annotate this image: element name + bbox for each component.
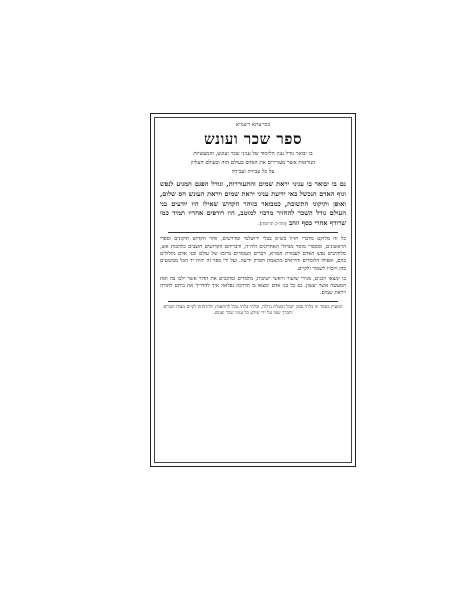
bold-paragraph-reference: (זוה״ק תרומה).: [258, 221, 287, 227]
paragraph-audience: בו ימצאו רבנים, מגידי שיעור וראשי ישיבות, מלמדים ומחנכים את הדור אשר ילכו בה ואת המעשה אשר יעשון. גם כל בני אדם ימצאו בו הדרכה נפלאה איך להדריך את ביתם לתורה ויראת שמים.: [160, 275, 346, 297]
bold-paragraph-text: גם בו יבואר בו עניני יראת שמים והתעוררות, וגודל הפגם המגיע לנפש וגוף האדם הנכשל באי ידיעת עניני יראת שמים ויראת העונש חס שלום, ואופן ותיקוני התשובה, כמבואר בזוהר הקדוש שאילו היו יודעים בני העולם גודל השכר להחזיר מרבוי למוטב, היו רודפים אחריו תמיד כמו שרודף אחרי כסף וזהב: [160, 180, 346, 227]
subtitle-line-3: על כל עבירה ועבירה: [231, 169, 275, 176]
title-page-frame: [150, 113, 356, 467]
footer-text: המעיין בספר זה בלתי ספק יקבל תועלת גדולה, ובלתי בלתי גבול להתאמץ ולהתחזק לקיים מצות הבורא יתברך שמו על ידי שידע כל עניני שכר ועונש.: [163, 304, 343, 317]
book-title: ספר שכר ועונש: [204, 130, 302, 148]
imprint-line: בסייעתא דשמיא: [235, 122, 271, 128]
subtitle-line-2: הנוראות אשר מעוררים את האדם בעולם הזה ובעולם העליון: [190, 160, 316, 167]
title-page-inner-frame: [154, 117, 352, 463]
bold-paragraph: [160, 180, 346, 229]
subtitle-line-1: בו יבואר גודל ענין הלימוד של עניני שכר ועונש, והמעשיות: [193, 151, 313, 157]
divider: [168, 232, 338, 233]
divider-footer: [168, 301, 338, 302]
paragraph-sources: כל זה מלוקט מדברי חז״ל בש״ס בבלי ירושלמי ומדרשים, זוהר הקדוש תיקונים וספרי הראשונים, ומספרי מוסר מגדולי האחרונים זלה״ה, ודבריהם הקדושים חוצבים כלהבות אש, מלוהיבים נפש האדם לעבודת הבורא, דברים העומדים ברומו של עולם ובני אדם מזלזלים בהם, ואפילו הלומדים והיראים מתאמת חסרון ידיעה. ועל ידי ספר זה יהיה יד הכל ממששים בהן ויזכרו לשמור ולקיים.: [160, 236, 346, 272]
